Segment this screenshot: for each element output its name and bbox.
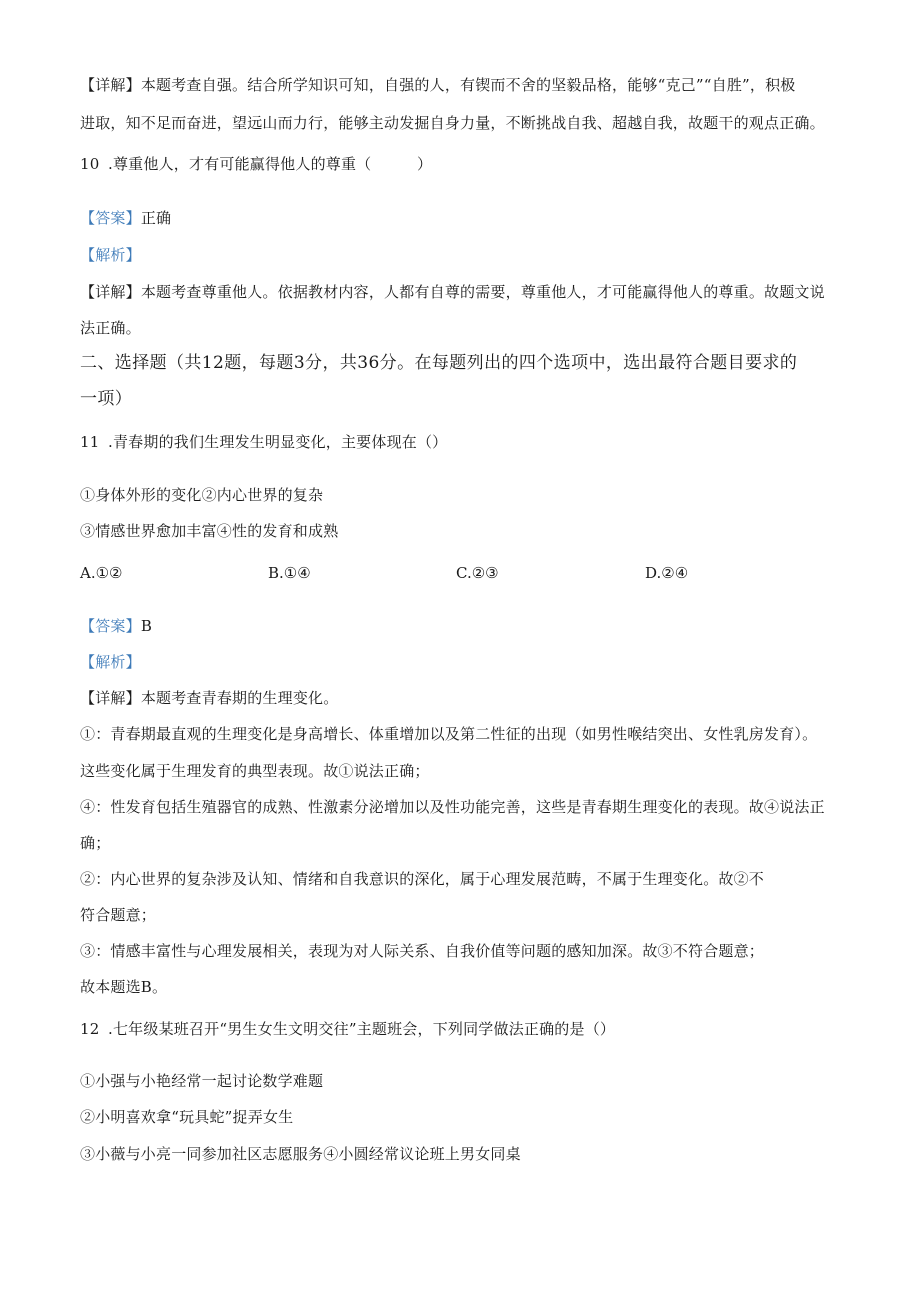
q11-point4-line-1: ③：情感丰富性与心理发展相关，表现为对人际关系、自我价值等问题的感知加深。故③不符合题意； [80,942,765,960]
q11-analysis-line [80,652,141,672]
q10-detail-line-2: 法正确。 [80,319,141,337]
section2-heading-line-1: 二、选择题（共12题，每题3分，共36分。在每题列出的四个选项中，选出最符合题目要求的 [80,353,798,373]
q11-answer: B [140,617,153,635]
q11-items-line-1: ①身体外形的变化②内心世界的复杂 [80,486,324,504]
q10-analysis-tag: 【解析】 [80,246,141,264]
q11-point1-line-1: ①：青春期最直观的生理变化是身高增长、体重增加以及第二性征的出现（如男性喉结突出、女性乳房发育）。 [80,725,818,743]
q9-detail-line-2: 进取，知不足而奋进，望远山而力行，能够主动发掘自身力量，不断挑战自我、超越自我，故题干的观点正确。 [80,114,825,132]
q11-stem: .青春期的我们生理发生明显变化，主要体现在（） [108,433,448,451]
q11-point1-line-2: 这些变化属于生理发育的典型表现。故①说法正确； [80,762,430,780]
q11-detail-intro: 本题考查青春期的生理变化。 [140,689,339,707]
q10-detail-line-1 [80,282,825,302]
q10-detail-text-1: 本题考查尊重他人。依据教材内容，人都有自尊的需要，尊重他人，才可能赢得他人的尊重。故题文说 [140,283,825,301]
q9-detail-text-1: 本题考查自强。结合所学知识可知，自强的人，有锲而不舍的坚毅品格，能够“克己”“自胜”，积极 [140,76,796,94]
q11-detail-line [80,688,338,708]
q11-number: 11 [80,433,100,451]
q10-answer-line [80,208,171,228]
q10-answer: 正确 [140,209,172,227]
q11-items-line-2: ③情感世界愈加丰富④性的发育和成熟 [80,522,339,540]
q10-stem-line [80,154,432,174]
q12-item-1: ①小强与小艳经常一起讨论数学难题 [80,1072,324,1090]
q12-item-2: ②小明喜欢拿“玩具蛇”捉弄女生 [80,1108,294,1126]
q12-stem: .七年级某班召开“男生女生文明交往”主题班会，下列同学做法正确的是（） [108,1020,616,1038]
q12-item-3: ③小薇与小亮一同参加社区志愿服务④小圆经常议论班上男女同桌 [80,1145,521,1163]
q11-option-c: C.②③ [456,564,499,582]
q11-detail-tag: 【详解】 [80,689,141,707]
q11-conclusion: 故本题选B。 [80,978,168,996]
q10-answer-tag: 【答案】 [80,209,141,227]
q11-option-d: D.②④ [645,564,689,582]
q10-analysis-line [80,245,141,265]
q10-stem: .尊重他人，才有可能赢得他人的尊重（ ） [108,155,433,173]
q11-point2-line-2: 确； [80,834,111,852]
q10-detail-tag: 【详解】 [80,283,141,301]
q10-number: 10 [80,155,100,173]
q11-point3-line-2: 符合题意； [80,906,157,924]
q11-point2-line-1: ④：性发育包括生殖器官的成熟、性激素分泌增加以及性功能完善，这些是青春期生理变化的表现。故④说法正 [80,798,825,816]
q11-option-b: B.①④ [268,564,311,582]
q11-answer-line [80,616,152,636]
section2-heading-line-2: 一项） [80,389,133,409]
q11-answer-tag: 【答案】 [80,617,141,635]
q9-detail-line-1 [80,75,796,95]
q11-option-a: A.①② [80,564,123,582]
q12-number: 12 [80,1020,100,1038]
q12-stem-line [80,1019,615,1039]
q11-stem-line [80,432,447,452]
q11-analysis-tag: 【解析】 [80,653,141,671]
q11-point3-line-1: ②：内心世界的复杂涉及认知、情绪和自我意识的深化，属于心理发展范畴，不属于生理变化。故②不 [80,870,765,888]
q9-detail-tag: 【详解】 [80,76,141,94]
